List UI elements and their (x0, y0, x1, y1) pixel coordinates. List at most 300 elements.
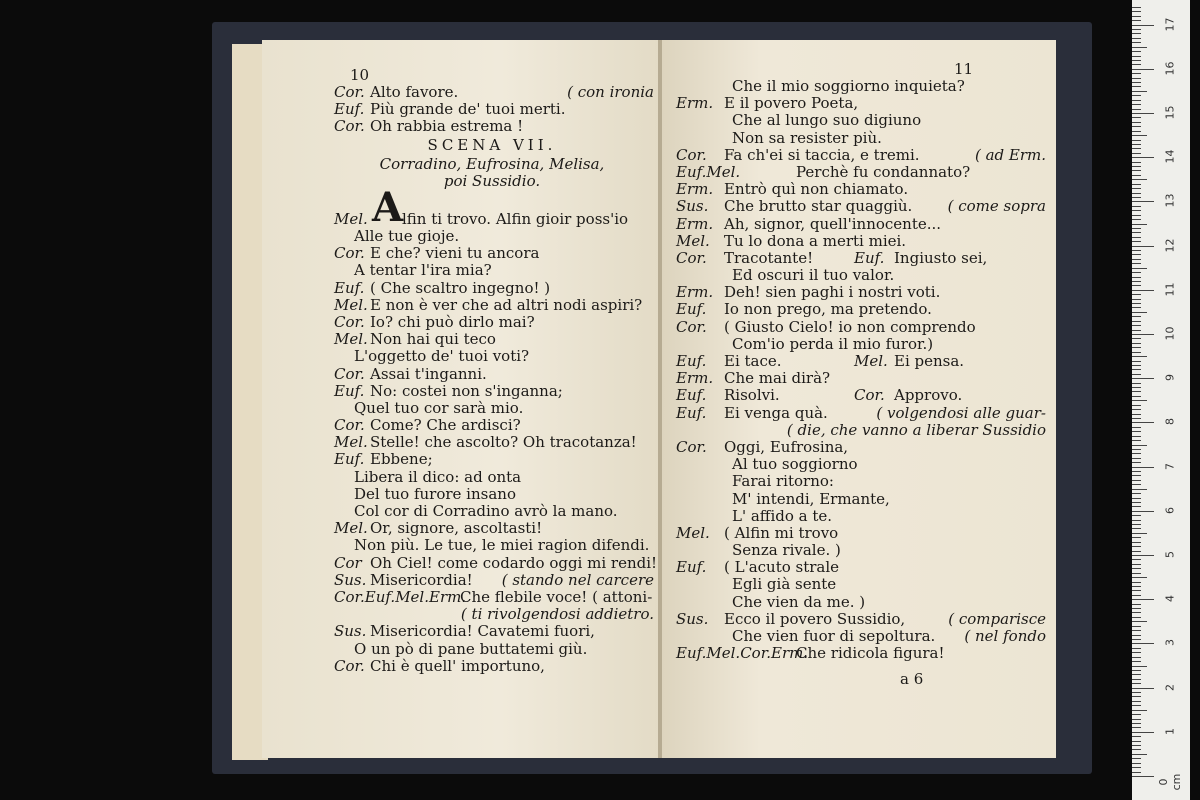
text-line (334, 606, 654, 623)
speaker-label: Euf.Mel.Cor.Erm. (676, 644, 809, 663)
ruler-tick (1132, 418, 1141, 419)
ruler-tick (1132, 307, 1141, 308)
text-line (334, 228, 654, 245)
ruler-number: 2 (1163, 683, 1177, 691)
text-line (334, 537, 654, 554)
ruler-tick (1132, 365, 1141, 366)
line-text: lfin ti trovo. Alfin gioir poss'io (402, 210, 629, 228)
ruler-tick (1132, 170, 1141, 171)
ruler-tick (1132, 232, 1141, 233)
ruler-tick (1132, 564, 1141, 565)
speaker-label: Cor. (676, 145, 707, 164)
ruler-tick (1132, 502, 1141, 503)
line-text: Che flebile voce! ( attoni- (460, 587, 653, 606)
ruler-tick (1132, 422, 1154, 423)
text-line (334, 101, 654, 118)
text-line (676, 422, 1046, 439)
ruler-tick (1132, 440, 1141, 441)
line-text: ( L'acuto strale (724, 558, 840, 577)
text-line (676, 576, 1046, 593)
line-text: ( Giusto Cielo! io non comprendo (724, 317, 976, 336)
ruler-tick (1132, 47, 1147, 48)
ruler-number: 4 (1163, 595, 1177, 603)
line-text: Fa ch'ei si taccia, e tremi. (724, 145, 920, 164)
ruler-tick (1132, 688, 1154, 689)
ruler-tick (1132, 7, 1141, 8)
speaker-label: Cor. (334, 364, 365, 383)
text-line (676, 250, 1046, 267)
line-text: Che vien fuor di sepoltura. (732, 627, 936, 645)
speaker-label: Sus. (676, 197, 709, 216)
ruler-tick (1132, 135, 1147, 136)
speaker-label: Cor. (334, 244, 365, 263)
speaker-label: Mel. (334, 519, 368, 538)
left-dialogue-main (334, 227, 658, 675)
line-text: Ah, signor, quell'innocente... (724, 214, 942, 233)
speaker-label: Erm. (676, 214, 714, 233)
speaker-label: Euf. (334, 381, 365, 400)
ruler-tick (1132, 268, 1147, 269)
line-text: Non più. Le tue, le miei ragion difendi. (354, 536, 650, 555)
ruler-tick (1132, 639, 1141, 640)
ruler-tick (1132, 767, 1141, 768)
scene-title: SCENA VII. (427, 136, 557, 154)
ruler-tick (1132, 414, 1141, 415)
text-line (334, 641, 654, 658)
ruler-tick (1132, 73, 1141, 74)
line-text: Approvo. (894, 386, 963, 405)
ruler-tick (1132, 91, 1147, 92)
ruler-tick (1132, 316, 1141, 317)
speaker-label: Sus. (334, 622, 367, 641)
ruler-tick (1132, 573, 1141, 574)
text-line (334, 84, 654, 101)
speaker: Mel. (334, 210, 368, 228)
ruler-tick (1132, 542, 1141, 543)
ruler-tick (1132, 387, 1141, 388)
ruler-tick (1132, 162, 1141, 163)
ruler-tick (1132, 215, 1141, 216)
text-line (676, 387, 1046, 404)
stage-direction: ( con ironia (567, 83, 654, 101)
ruler-tick (1132, 321, 1141, 322)
ruler-tick (1132, 758, 1141, 759)
speaker-label: Erm. (676, 283, 714, 302)
ruler-tick (1132, 568, 1141, 569)
speaker-label: Cor. (334, 117, 365, 136)
ruler-tick (1132, 590, 1141, 591)
ruler-tick (1132, 599, 1154, 600)
ruler-tick (1132, 524, 1141, 525)
page-number-right: 11 (954, 60, 974, 78)
ruler-tick (1132, 277, 1141, 278)
ruler-tick (1132, 559, 1141, 560)
text-line (334, 280, 654, 297)
ruler-tick (1132, 520, 1141, 521)
ruler-tick (1132, 498, 1141, 499)
ruler-tick (1132, 577, 1147, 578)
ruler-tick (1132, 445, 1147, 446)
stage-direction: ( comparisce (948, 609, 1046, 628)
ruler-tick (1132, 250, 1141, 251)
text-line (676, 611, 1046, 628)
ruler-tick (1132, 29, 1141, 30)
ruler-tick (1132, 608, 1141, 609)
ruler-tick (1132, 763, 1141, 764)
drop-cap: A (372, 184, 404, 231)
ruler-tick (1132, 343, 1141, 344)
speaker-label: Euf. (676, 300, 707, 319)
speaker-label: Cor. (334, 83, 365, 101)
line-text: Ei venga quà. (724, 403, 828, 422)
ruler-tick (1132, 736, 1141, 737)
speaker-label: Euf. (334, 278, 365, 297)
speaker-label: Cor (334, 553, 362, 572)
text-line (676, 130, 1046, 147)
ruler-tick (1132, 60, 1141, 61)
ruler-tick (1132, 113, 1154, 114)
ruler-number: 7 (1163, 462, 1177, 470)
line-text: Che brutto star quaggiù. (724, 197, 913, 216)
ruler-tick (1132, 246, 1154, 247)
ruler-tick (1132, 396, 1141, 397)
ruler-tick (1132, 126, 1141, 127)
ruler-tick (1132, 144, 1141, 145)
line-text: Che ridicola figura! (796, 644, 945, 663)
ruler-number: 12 (1163, 238, 1177, 253)
speaker-label: Erm. (676, 180, 714, 199)
ruler-tick (1132, 184, 1141, 185)
ruler-tick (1132, 511, 1154, 512)
line-text: Col cor di Corradino avrò la mano. (354, 502, 618, 520)
ruler-tick (1132, 20, 1141, 21)
ruler-tick (1132, 506, 1141, 507)
line-text: Alle tue gioje. (354, 227, 460, 245)
ruler-tick (1132, 692, 1141, 693)
ruler-tick (1132, 378, 1154, 379)
speaker-label: Euf. (854, 248, 885, 267)
ruler-tick (1132, 484, 1141, 485)
text-line (676, 78, 1046, 95)
ruler-tick (1132, 661, 1141, 662)
scene-cast-line-2: poi Sussidio. (443, 172, 541, 190)
signature-mark: a 6 (900, 670, 924, 688)
text-line (676, 284, 1046, 301)
ruler-tick (1132, 104, 1141, 105)
ruler-tick (1132, 383, 1141, 384)
speaker-label: Erm. (676, 369, 714, 388)
speaker-label: Cor. (676, 248, 707, 267)
ruler-tick (1132, 648, 1141, 649)
ruler-tick (1132, 515, 1141, 516)
line-text: Or, signore, ascoltasti! (370, 519, 543, 538)
line-text: Egli già sente (732, 575, 837, 594)
text-line (676, 628, 1046, 645)
ruler-tick (1132, 462, 1141, 463)
text-line (676, 439, 1046, 456)
ruler-tick (1132, 237, 1141, 238)
ruler-tick (1132, 471, 1141, 472)
text-line (676, 301, 1046, 318)
ruler-tick (1132, 400, 1147, 401)
ruler-tick (1132, 179, 1147, 180)
ruler-tick (1132, 458, 1141, 459)
speaker-label: Euf. (676, 558, 707, 577)
line-text: E il povero Poeta, (724, 94, 859, 113)
ruler-tick (1132, 201, 1154, 202)
page-number-left: 10 (350, 66, 370, 84)
ruler-tick (1132, 732, 1154, 733)
ruler-tick (1132, 175, 1141, 176)
right-page (662, 40, 1056, 758)
ruler-tick (1132, 95, 1141, 96)
line-text: Assai t'inganni. (370, 364, 487, 383)
text-line (676, 594, 1046, 611)
text-line (676, 164, 1046, 181)
ruler-tick (1132, 701, 1141, 702)
text-line (334, 400, 654, 417)
speaker-label: Mel. (854, 352, 888, 370)
stage-direction: ( die, che vanno a liberar Sussidio (786, 420, 1046, 439)
ruler-tick (1132, 64, 1141, 65)
ruler-tick (1132, 42, 1141, 43)
line-text: Libera il dico: ad onta (354, 467, 522, 486)
ruler-tick (1132, 210, 1141, 211)
ruler-number: 3 (1163, 639, 1177, 647)
ruler-tick (1132, 281, 1141, 282)
text-line (334, 572, 654, 589)
ruler-tick (1132, 285, 1141, 286)
ruler-tick (1132, 749, 1141, 750)
ruler-tick (1132, 595, 1141, 596)
ruler-number: 0 cm (1157, 773, 1183, 791)
ruler-tick (1132, 294, 1141, 295)
drop-cap-line (334, 184, 654, 232)
text-line (676, 95, 1046, 112)
line-text: Al tuo soggiorno (732, 455, 858, 474)
ruler-tick (1132, 555, 1154, 556)
line-text: Tracotante! (724, 248, 814, 267)
line-text: Misericordia! Cavatemi fuori, (370, 622, 595, 641)
ruler-tick (1132, 427, 1141, 428)
text-line (334, 348, 654, 365)
ruler-tick (1132, 453, 1141, 454)
text-line (334, 245, 654, 262)
speaker-label: Cor. (676, 437, 707, 456)
text-line (676, 267, 1046, 284)
line-text: Ei tace. (724, 352, 782, 370)
text-line (676, 216, 1046, 233)
text-line (676, 336, 1046, 353)
text-line (334, 623, 654, 640)
ruler-tick (1132, 69, 1154, 70)
speaker-label: Mel. (334, 295, 368, 314)
ruler-number: 8 (1163, 418, 1177, 426)
ruler-tick (1132, 325, 1141, 326)
ruler-tick (1132, 241, 1141, 242)
ruler-tick (1132, 263, 1141, 264)
ruler-tick (1132, 166, 1141, 167)
line-text: Che al lungo suo digiuno (732, 111, 922, 130)
ruler-tick (1132, 193, 1141, 194)
text-line (334, 417, 654, 434)
ruler-tick (1132, 361, 1141, 362)
line-text: Tu lo dona a merti miei. (724, 231, 907, 250)
right-dialogue (676, 78, 1046, 662)
ruler-tick (1132, 705, 1141, 706)
ruler-tick (1132, 480, 1141, 481)
ruler-tick (1132, 38, 1141, 39)
ruler-tick (1132, 356, 1147, 357)
ruler-tick (1132, 334, 1154, 335)
text-line (676, 491, 1046, 508)
ruler-tick (1132, 197, 1141, 198)
text-line (676, 645, 1046, 662)
ruler-tick (1132, 11, 1141, 12)
speaker-label: Erm. (676, 94, 714, 113)
text-line (334, 503, 654, 520)
ruler-tick (1132, 148, 1141, 149)
ruler-tick (1132, 626, 1141, 627)
ruler-number: 15 (1163, 105, 1177, 120)
speaker-label: Sus. (334, 570, 367, 589)
ruler-tick (1132, 405, 1141, 406)
text-line (334, 658, 654, 675)
text-line (676, 456, 1046, 473)
line-text: M' intendi, Ermante, (732, 489, 890, 508)
line-text: Io non prego, ma pretendo. (724, 300, 932, 319)
line-text: Com'io perda il mio furor.) (732, 334, 934, 353)
line-text: E non è ver che ad altri nodi aspiri? (370, 295, 643, 314)
ruler-number: 14 (1163, 149, 1177, 164)
ruler-tick (1132, 369, 1141, 370)
stage-direction: ( ti rivolgendosi addietro. (460, 605, 654, 624)
speaker-label: Euf. (334, 100, 365, 119)
speaker-label: Euf. (676, 386, 707, 405)
text-line (676, 559, 1046, 576)
ruler-tick (1132, 109, 1141, 110)
ruler-tick (1132, 493, 1141, 494)
ruler-number: 17 (1163, 17, 1177, 32)
line-text: Risolvi. (724, 386, 780, 405)
ruler-tick (1132, 391, 1141, 392)
ruler-tick (1132, 657, 1141, 658)
line-text: Ingiusto sei, (894, 248, 988, 267)
ruler-tick (1132, 86, 1141, 87)
ruler-tick (1132, 157, 1154, 158)
ruler-tick (1132, 617, 1141, 618)
line-text: Farai ritorno: (732, 472, 834, 491)
stage-direction: ( stando nel carcere (501, 570, 654, 589)
ruler-number: 10 (1163, 326, 1177, 341)
ruler-number: 5 (1163, 551, 1177, 558)
ruler-tick (1132, 303, 1141, 304)
text-line (676, 473, 1046, 490)
text-line (334, 553, 658, 572)
line-text: Oggi, Eufrosina, (724, 437, 849, 456)
ruler-tick (1132, 56, 1141, 57)
line-text: Che vien da me. ) (732, 592, 866, 611)
ruler-tick (1132, 431, 1141, 432)
ruler-tick (1132, 670, 1141, 671)
ruler-tick (1132, 51, 1141, 52)
ruler-number: 6 (1163, 506, 1177, 514)
ruler-tick (1132, 188, 1141, 189)
ruler-tick (1132, 714, 1141, 715)
ruler-tick (1132, 299, 1141, 300)
speaker-label: Cor. (854, 386, 885, 405)
ruler-tick (1132, 630, 1141, 631)
speaker-label: Mel. (676, 523, 710, 542)
text-line (676, 181, 1046, 198)
ruler-tick (1132, 719, 1141, 720)
ruler-tick (1132, 78, 1141, 79)
text-line (676, 525, 1046, 542)
ruler-tick (1132, 612, 1141, 613)
text-line (334, 297, 654, 314)
ruler-tick (1132, 82, 1141, 83)
speaker-label: Euf. (676, 403, 707, 422)
text-line (334, 451, 654, 468)
ruler-tick (1132, 643, 1154, 644)
ruler-tick (1132, 206, 1141, 207)
line-text: Io? chi può dirlo mai? (370, 312, 535, 331)
line-text: Alto favore. (370, 83, 459, 101)
ruler-number: 13 (1163, 193, 1177, 208)
ruler-tick (1132, 436, 1141, 437)
ruler-tick (1132, 338, 1141, 339)
text-line (676, 370, 1046, 387)
speaker-label: Mel. (676, 231, 710, 250)
ruler-tick (1132, 489, 1147, 490)
stage-direction: ( nel fondo (964, 627, 1046, 645)
stage-direction: ( volgendosi alle guar- (876, 403, 1046, 422)
ruler-tick (1132, 582, 1141, 583)
line-text: Ecco il povero Sussidio, (724, 609, 906, 628)
ruler-tick (1132, 772, 1141, 773)
text-line (334, 314, 654, 331)
ruler-tick (1132, 674, 1141, 675)
speaker-label: Cor. (334, 656, 365, 675)
text-line (676, 112, 1046, 129)
line-text: L' affido a te. (732, 506, 833, 525)
ruler-tick (1132, 475, 1141, 476)
line-text: Senza rivale. ) (732, 541, 841, 560)
stage-direction: ( ad Erm. (974, 145, 1046, 164)
line-text: Ed oscuri il tuo valor. (732, 266, 895, 285)
ruler-tick (1132, 330, 1141, 331)
ruler-tick (1132, 666, 1147, 667)
scene-cast-line-1: Corradino, Eufrosina, Melisa, (379, 155, 605, 173)
line-text: Come? Che ardisci? (370, 416, 521, 435)
line-text: Oh Ciel! come codardo oggi mi rendi! (370, 553, 658, 572)
ruler-tick (1132, 312, 1147, 313)
ruler-tick (1132, 254, 1141, 255)
ruler-tick (1132, 537, 1141, 538)
ruler-number: 9 (1163, 374, 1177, 382)
text-line (676, 405, 1046, 422)
ruler-tick (1132, 259, 1141, 260)
ruler-tick (1132, 621, 1147, 622)
ruler-tick (1132, 347, 1141, 348)
ruler-tick (1132, 25, 1154, 26)
ruler-tick (1132, 679, 1141, 680)
text-line (334, 469, 654, 486)
ruler-tick (1132, 652, 1141, 653)
left-dialogue-top (334, 84, 654, 136)
line-text: Che mai dirà? (724, 369, 831, 388)
line-text: Perchè fu condannato? (796, 162, 971, 181)
